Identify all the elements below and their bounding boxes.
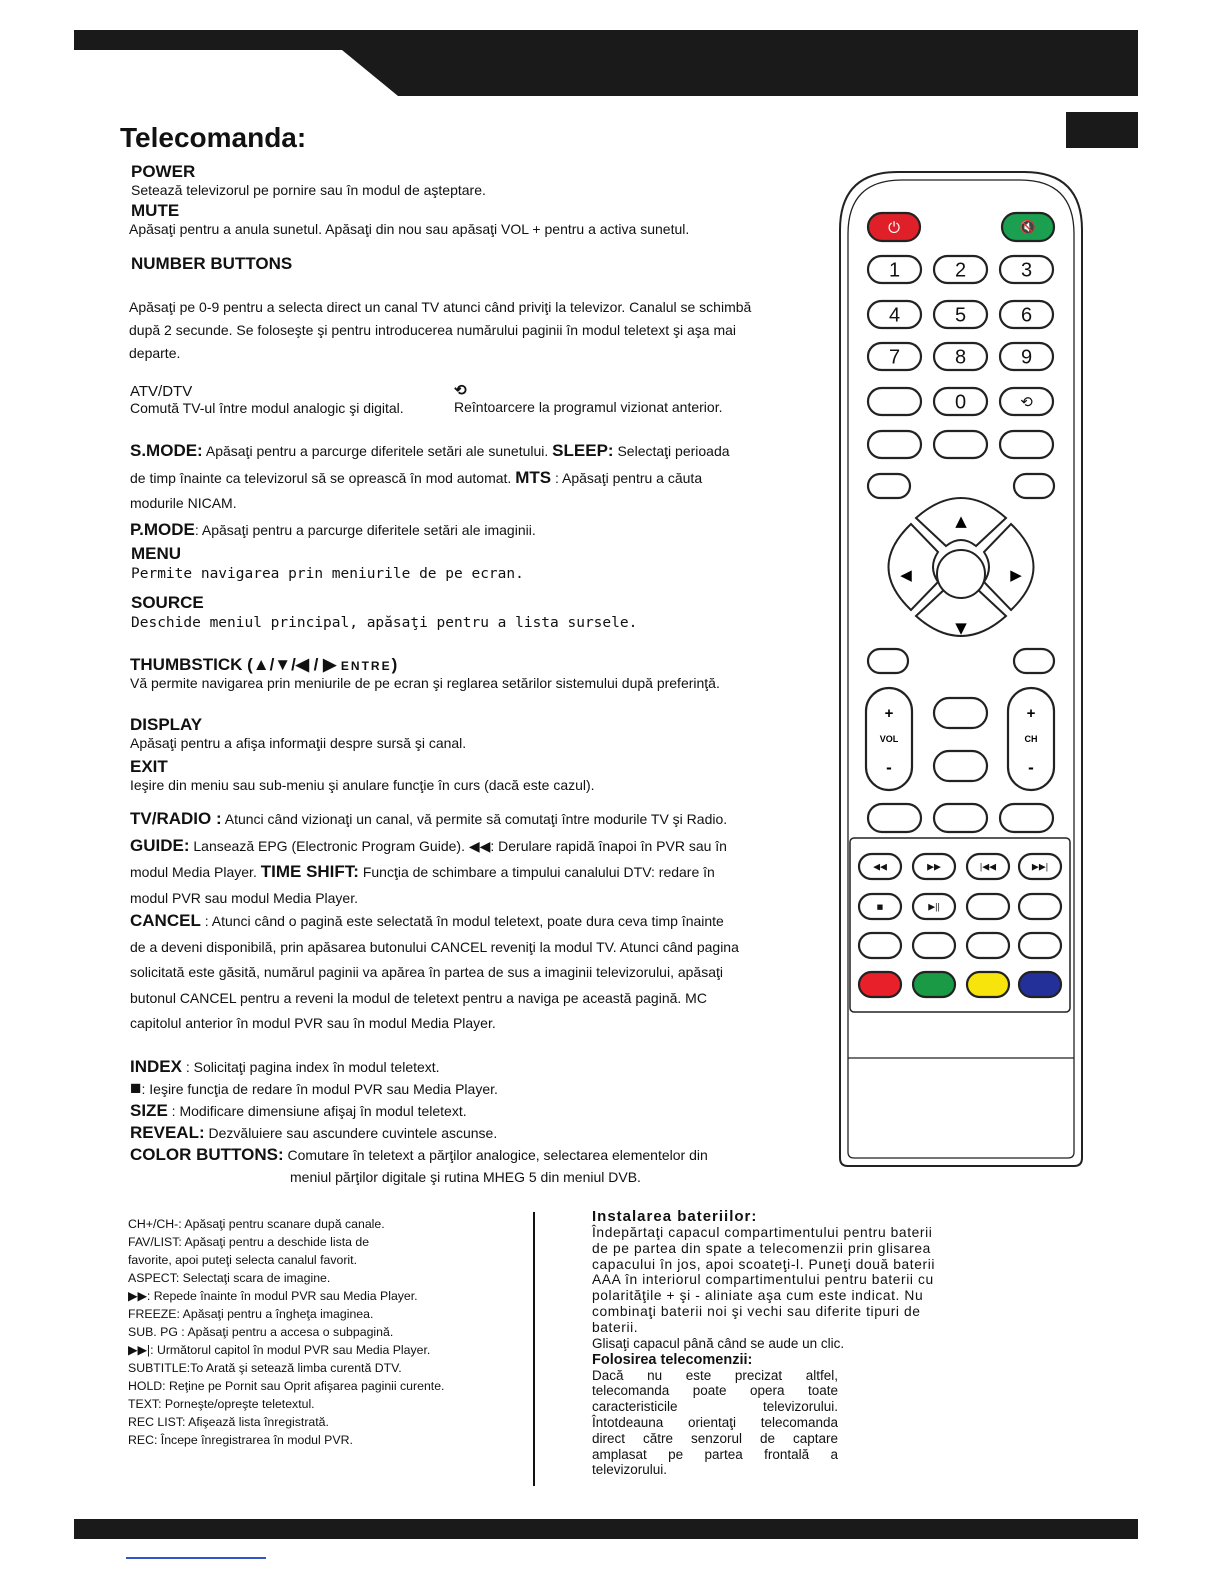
index-block: [130, 1056, 810, 1188]
teletext-row-button-0[interactable]: [859, 933, 901, 958]
function-button-2[interactable]: [1000, 431, 1053, 458]
transport-button-1-label: ▶▶: [927, 861, 941, 872]
channel-rocker-text: -: [1028, 758, 1034, 777]
transport-button-0-label: ◀◀: [873, 861, 887, 872]
stop-button[interactable]: [859, 894, 901, 919]
list-item: TEXT: Porneşte/opreşte teletextul.: [128, 1397, 315, 1411]
guide-text: Lansează EPG (Electronic Program Guide). ◀◀: Derulare rapidă înapoi în PVR sau în: [189, 837, 727, 854]
transport-button-1[interactable]: [913, 854, 955, 879]
battery-heading: Instalarea bateriilor:: [592, 1208, 758, 1225]
cancel-label: CANCEL: [130, 911, 201, 930]
left-function-list: [128, 1215, 528, 1449]
sleep-label: SLEEP:: [552, 441, 614, 460]
digit-8-button-label: 8: [954, 346, 967, 369]
mts-text-2: modurile NICAM.: [130, 495, 237, 511]
menu-heading: MENU: [131, 544, 182, 563]
smode-label: S.MODE:: [130, 441, 203, 460]
usage-line: amplasat pe partea frontală a: [592, 1446, 838, 1462]
recall-icon: ⟲: [454, 382, 467, 399]
function-button-0[interactable]: [868, 431, 921, 458]
exit-button[interactable]: [934, 751, 987, 781]
list-item: SUBTITLE:To Arată şi setează limba curentă DTV.: [128, 1361, 402, 1375]
list-item: REC: Începe înregistrarea în modul PVR.: [128, 1433, 353, 1447]
list-item: FAV/LIST: Apăsaţi pentru a deschide lista de: [128, 1235, 370, 1249]
color-buttons-text: Comutare în teletext a părţilor analogice, selectarea elementelor din: [283, 1147, 708, 1163]
pmode-button[interactable]: [1014, 474, 1054, 498]
list-item: CH+/CH-: Apăsaţi pentru scanare după canale.: [128, 1217, 385, 1231]
teletext-row-button-3[interactable]: [1019, 933, 1061, 958]
display-heading: DISPLAY: [130, 715, 203, 734]
exit-heading: EXIT: [130, 757, 168, 776]
channel-rocker-text: CH: [1024, 734, 1038, 744]
stop-text: : Ieşire funcţia de redare în modul PVR sau Media Player.: [141, 1081, 498, 1097]
usage-line: telecomanda poate opera toate: [592, 1383, 838, 1399]
green-color-button[interactable]: [913, 972, 955, 997]
arrow-up-icon: ▲: [955, 512, 967, 530]
battery-line: de pe partea din spate a telecomenzii prin glisarea: [592, 1240, 931, 1256]
digit-0-button-label: 0: [954, 391, 967, 414]
color-buttons-text-2: meniul părţilor digitale şi rutina MHEG 5 din meniul DVB.: [290, 1169, 641, 1185]
page-title: Telecomanda:: [120, 122, 307, 153]
mute-section: [129, 201, 689, 237]
tvradio-label: TV/RADIO :: [130, 809, 222, 828]
list-item: REC LIST: Afişează lista înregistrată.: [128, 1415, 329, 1429]
transport-button-3-label: ▶▶|: [1031, 861, 1049, 872]
atv-text: Comută TV-ul între modul analogic şi digital.: [130, 400, 404, 416]
digit-9-button[interactable]: [1000, 343, 1053, 370]
usage-line: Întotdeauna orientaţi telecomanda: [592, 1414, 838, 1430]
teletext-button-1[interactable]: [967, 894, 1009, 919]
channel-rocker[interactable]: [1008, 688, 1054, 790]
battery-line: polarităţile + şi - aliniate aşa cum este indicat. Nu: [592, 1288, 924, 1304]
number-buttons-heading: NUMBER BUTTONS: [131, 254, 293, 273]
function-button-1[interactable]: [934, 431, 987, 458]
digit-4-button[interactable]: [868, 301, 921, 328]
teletext-row-button-1[interactable]: [913, 933, 955, 958]
thumbstick-heading: THUMBSTICK (▲/▼/◀ / ▶: [130, 655, 337, 674]
rewind-text: modul Media Player.: [130, 864, 261, 880]
column-divider: [533, 1212, 535, 1486]
mute-text: Apăsaţi pentru a anula sunetul. Apăsaţi din nou sau apăsaţi VOL + pentru a activa sunetul.: [129, 221, 690, 237]
source-button[interactable]: [1014, 649, 1054, 673]
atv-section: [130, 383, 404, 416]
volume-rocker-text: +: [884, 705, 894, 722]
exit-section: [130, 757, 595, 793]
recall-text: Reîntoarcere la programul vizionat anterior.: [454, 399, 723, 415]
page-tab-marker: [1066, 112, 1138, 148]
list-item: ASPECT: Selectaţi scara de imagine.: [128, 1271, 331, 1285]
thumbstick-text: Vă permite navigarea prin meniurile de pe ecran şi reglarea setărilor sistemului după preferinţă.: [130, 675, 720, 691]
battery-line: AAA în interiorul compartimentului pentru baterii cu: [592, 1272, 934, 1288]
digit-5-button-label: 5: [954, 304, 967, 327]
source-heading: SOURCE: [131, 593, 204, 612]
transport-button-0[interactable]: [859, 854, 901, 879]
timeshift-text-2: modul PVR sau modul Media Player.: [130, 889, 358, 906]
thumbstick-entre: ENTRE: [340, 659, 392, 673]
transport-button-2-label: |◀◀: [979, 861, 997, 872]
digit-2-button[interactable]: [934, 256, 987, 283]
digit-6-button[interactable]: [1000, 301, 1053, 328]
digit-3-button[interactable]: [1000, 256, 1053, 283]
power-text: Setează televizorul pe pornire sau în modul de aşteptare.: [131, 182, 486, 198]
list-item: HOLD: Reţine pe Pornit sau Oprit afişarea paginii curente.: [128, 1379, 445, 1393]
cancel-paragraph: [130, 908, 790, 1037]
sleep-text: Selectaţi perioada: [613, 443, 730, 459]
digit-0-button[interactable]: [934, 388, 987, 415]
usage-line: direct către senzorul de captare: [592, 1430, 838, 1446]
power-heading: POWER: [131, 162, 196, 181]
footer-link-underline: [126, 1557, 266, 1559]
smode-button[interactable]: [868, 474, 910, 498]
display-section: [130, 715, 466, 751]
volume-rocker[interactable]: [866, 688, 912, 790]
list-item: ▶▶: Repede înainte în modul PVR sau Media Player.: [128, 1289, 418, 1303]
pmode-text: : Apăsaţi pentru a parcurge diferitele setări ale imaginii.: [194, 521, 536, 538]
usage-heading: Folosirea telecomenzii:: [592, 1351, 753, 1368]
blue-color-button[interactable]: [1019, 972, 1061, 997]
digit-8-button[interactable]: [934, 343, 987, 370]
transport-button-2[interactable]: [967, 854, 1009, 879]
red-color-button[interactable]: [859, 972, 901, 997]
digit-5-button[interactable]: [934, 301, 987, 328]
number-buttons-text: [129, 296, 751, 365]
source-text: Deschide meniul principal, apăsaţi pentru a lista sursele.: [131, 615, 638, 631]
size-label: SIZE: [130, 1101, 168, 1120]
pmode-label: P.MODE: [130, 519, 195, 539]
menu-text: Permite navigarea prin meniurile de pe ecran.: [131, 566, 524, 582]
source-section: [131, 593, 637, 631]
digit-9-button-label: 9: [1020, 346, 1033, 369]
battery-section: [592, 1208, 964, 1478]
digit-7-button-label: 7: [888, 346, 901, 369]
number-buttons-line2: după 2 secunde. Se foloseşte şi pentru introducerea numărului paginii în modul teletext şi aşa mai: [129, 322, 737, 338]
arrow-down-icon: ▼: [955, 619, 967, 637]
arrow-left-icon: ◀: [900, 566, 912, 584]
power-section: [131, 162, 486, 198]
volume-rocker-text: -: [886, 758, 892, 777]
smode-text: Apăsaţi pentru a parcurge diferitele setări ale sunetului.: [202, 443, 553, 459]
footer-bar: [74, 1519, 1138, 1539]
menu-section: [131, 544, 524, 582]
list-button-0[interactable]: [868, 804, 921, 832]
tvradio-text: Atunci când vizionaţi un canal, vă permite să comutaţi între modurile TV şi Radio.: [221, 811, 728, 827]
thumbstick-section: [130, 655, 720, 691]
usage-line: Dacă nu este precizat altfel,: [592, 1367, 838, 1383]
cancel-text-5: capitolul anterior în modul PVR sau în modul Media Player.: [130, 1015, 496, 1031]
digit-3-button-label: 3: [1020, 259, 1033, 282]
list-button-2[interactable]: [1000, 804, 1053, 832]
cancel-text-1: : Atunci când o pagină este selectată în modul teletext, poate dura ceva timp înainte: [200, 913, 724, 929]
timeshift-label: TIME SHIFT:: [260, 862, 359, 881]
list-item: favorite, apoi puteţi selecta canalul favorit.: [128, 1253, 357, 1267]
cancel-text-2: de a deveni disponibilă, prin apăsarea butonului CANCEL reveniţi la modul TV. Atunci când pagina: [130, 938, 739, 955]
ok-button[interactable]: [937, 550, 985, 598]
size-text: : Modificare dimensiune afişaj în modul teletext.: [167, 1103, 467, 1119]
power-button-label: ⏻: [888, 219, 900, 237]
battery-line: combinaţi baterii noi şi vechi sau diferite tipuri de: [592, 1303, 921, 1319]
mute-button-label: 🔇: [1019, 219, 1037, 235]
digit-7-button[interactable]: [868, 343, 921, 370]
list-item: FREEZE: Apăsaţi pentru a îngheţa imaginea.: [128, 1307, 374, 1321]
play-pause-button[interactable]: [913, 894, 955, 919]
battery-line: Îndepărtaţi capacul compartimentului pentru baterii: [592, 1225, 933, 1240]
list-button-1[interactable]: [934, 804, 987, 832]
mts-text: : Apăsaţi pentru a căuta: [551, 469, 703, 486]
color-buttons-label: COLOR BUTTONS:: [130, 1145, 284, 1164]
recall-section: [454, 381, 722, 415]
stop-icon: ■: [130, 1078, 142, 1099]
mts-label: MTS: [515, 467, 552, 487]
usage-line: caracteristicile televizorului.: [592, 1399, 838, 1415]
remote-control-illustration: [836, 168, 1086, 1168]
index-label: INDEX: [130, 1057, 182, 1076]
digit-4-button-label: 4: [888, 304, 901, 327]
usage-text: [592, 1368, 838, 1479]
mute-heading: MUTE: [131, 201, 180, 220]
smode-paragraph: [130, 438, 790, 543]
digit-6-button-label: 6: [1020, 304, 1033, 327]
transport-button-3[interactable]: [1019, 854, 1061, 879]
digit-2-button-label: 2: [954, 259, 967, 282]
teletext-button-2[interactable]: [1019, 894, 1061, 919]
teletext-row-button-2[interactable]: [967, 933, 1009, 958]
stop-button-label: ■: [876, 901, 884, 914]
number-buttons-line1: Apăsaţi pe 0-9 pentru a selecta direct un canal TV atunci când priviţi la televizor. Canalul se schimbă: [129, 299, 752, 315]
atv-heading: ATV/DTV: [130, 383, 193, 400]
cancel-text-4: butonul CANCEL pentru a reveni la modul de teletext pentru a naviga pe această pagină. MC: [130, 989, 707, 1006]
digit-1-button-label: 1: [888, 259, 901, 282]
yellow-color-button[interactable]: [967, 972, 1009, 997]
battery-line: baterii.: [592, 1319, 639, 1335]
list-item: ▶▶|: Următorul capitol în modul PVR sau Media Player.: [128, 1343, 431, 1357]
cancel-text-3: solicitată este găsită, numărul paginii va apărea în partea de sus a imaginii televizorului, apăsaţi: [130, 964, 724, 980]
digit-1-button[interactable]: [868, 256, 921, 283]
volume-rocker-text: VOL: [879, 734, 899, 744]
reveal-label: REVEAL:: [130, 1123, 205, 1142]
channel-rocker-text: +: [1026, 705, 1036, 722]
recall-button-label: ⟲: [1020, 393, 1033, 411]
play-pause-button-label: ▶||: [928, 901, 940, 912]
display-text: Apăsaţi pentru a afişa informaţii despre sursă şi canal.: [130, 735, 467, 751]
tvradio-paragraph: [130, 806, 790, 911]
exit-text: Ieşire din meniu sau sub-meniu şi anulare funcţie în curs (dacă este cazul).: [130, 777, 595, 793]
menu-button[interactable]: [868, 649, 908, 673]
timeshift-text: Funcţia de schimbare a timpului canalului DTV: redare în: [358, 864, 715, 880]
battery-line: capacului în jos, apoi scoateţi-l. Puneţi două baterii: [592, 1256, 936, 1272]
index-text: : Solicitaţi pagina index în modul teletext.: [181, 1059, 440, 1075]
list-item: SUB. PG : Apăsaţi pentru a accesa o subpagină.: [128, 1325, 394, 1339]
reveal-text: Dezvăluiere sau ascundere cuvintele ascunse.: [204, 1125, 498, 1141]
header-bar: [74, 30, 1138, 96]
thumbstick-close: ): [391, 655, 398, 674]
arrow-right-icon: ▶: [1010, 566, 1022, 584]
power-button[interactable]: [868, 213, 920, 241]
display-button[interactable]: [934, 698, 987, 728]
usage-line: televizorului.: [592, 1462, 668, 1478]
battery-click-text: Glisaţi capacul până când se aude un clic.: [592, 1335, 845, 1351]
atv-dtv-button[interactable]: [868, 388, 921, 415]
guide-label: GUIDE:: [130, 835, 190, 855]
recall-button[interactable]: [1000, 388, 1053, 415]
sleep-text-2: de timp înainte ca televizorul să se oprească în mod automat.: [130, 469, 516, 486]
number-buttons-line3: departe.: [129, 345, 181, 361]
battery-text: [592, 1225, 964, 1336]
mute-button[interactable]: [1002, 213, 1054, 241]
